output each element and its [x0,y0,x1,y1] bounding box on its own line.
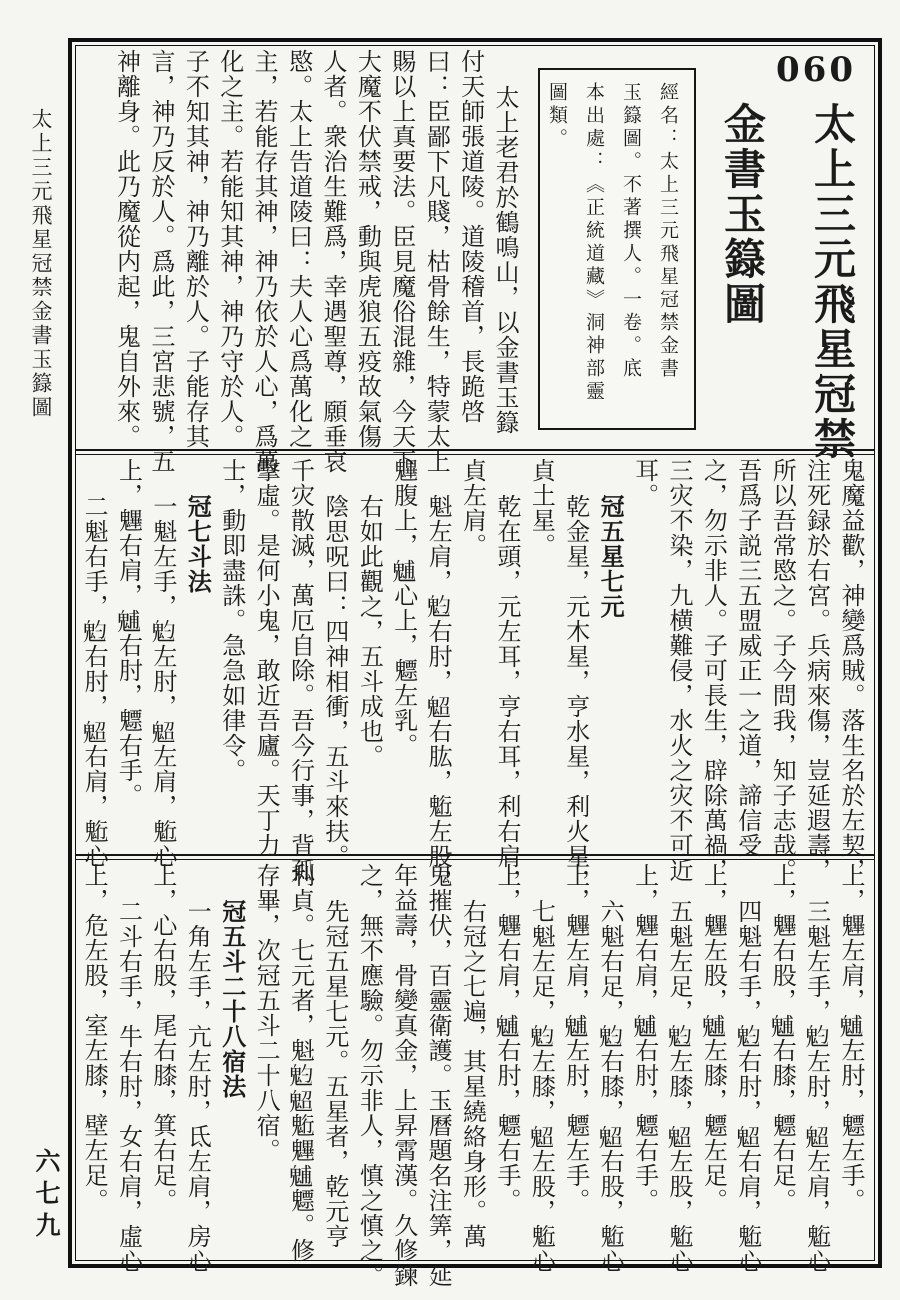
text-column: 之，無不應驗。勿示非人，慎之慎之。 [355,863,384,1288]
bibliographic-info-columns [546,82,686,416]
text-column: 子不知其神，神乃離於人。子能存其 [181,49,210,449]
text-column: 上，魓左肩，𩳐左肘，魒左手。 [837,863,865,1213]
text-column: 四魁右手，𩲃右肘，𩲤右肩，䰢心 [733,899,762,1274]
text-column: 耳。 [630,458,659,508]
info-box-line: 圖類。 [546,82,568,151]
text-column: 上，魓左股，𩳐左膝，魒左足。 [699,863,728,1213]
text-column: 付天師張道陵。道陵稽首，長跪啓 [456,49,485,424]
section-heading: 冠七斗法 [183,494,213,594]
page-frame [68,38,882,1288]
text-area-bottom [80,863,868,1288]
text-column: 大魔不伏禁戒，動與虎狼五疫故氣傷 [353,49,382,449]
bibliographic-info-box [538,68,696,430]
text-column: 上，魓右肩，𩳐右肘，魒右手。 [114,458,143,808]
text-column: 上，魓右肩，𩳐右肘，魒右手。 [492,863,521,1213]
text-column: 上，心右股，尾右膝，箕右足。 [148,863,177,1213]
text-column: 六魁右足，𩲃右膝，𩲤右股，䰢心 [596,899,625,1274]
catalog-number: 060 [776,50,856,90]
text-column: 曰：臣鄙下凡賤，枯骨餘生，特蒙太上 [422,49,451,474]
text-column: 七魁左足，𩲃左膝，𩲤左股，䰢心 [527,899,556,1274]
text-column: 上，魓左肩，𩳐左肘，魒左手。 [561,863,590,1213]
text-column: 太上老君於鶴鳴山，以金書玉籙 [491,85,519,435]
text-column: 上，魓右肩，𩳐右肘，魒右手。 [630,863,659,1213]
text-column: 先冠五星七元。五星者，乾元亨 [320,899,349,1249]
text-column: 右如此觀之，五斗成也。 [355,494,384,769]
section-heading: 冠五斗二十八宿法 [217,899,247,1099]
text-column: 魁左肩，𩲃右肘，𩲤右肱，䰢左股， [424,494,453,894]
text-column: 神離身。此乃魔從内起，鬼自外來。 [112,49,141,449]
info-box-line: 本出處：《正統道藏》洞神部靈 [583,82,605,404]
text-column: 人者。衆治生難爲，幸遇聖尊，願垂哀 [318,49,347,474]
scripture-title-line2: 金書玉籙圖 [718,102,767,327]
text-column: 右冠之七遍，其星繞絡身形。萬 [458,899,487,1249]
text-column: 年益壽，骨變真金，上昇霄漢。久修鍊 [389,863,418,1288]
text-column: 鬼摧伏，百靈衛護。玉曆題名注筭，延 [424,863,453,1288]
text-column: 利貞。七元者，魁𩲃𩲤䰢魓𩳐魒。修 [286,863,315,1263]
text-column: 一魁左手，𩲃左肘，𩲤左肩，䰢心 [148,494,177,869]
text-column: 主，若能存其神，神乃依於人心，爲萬 [250,49,279,474]
folio-number: 六七九 [32,1148,61,1244]
text-area-middle [80,458,868,894]
text-column: 吾爲子説三五盟威正一之道，諦信受 [733,458,762,858]
text-column: 二斗右手，牛右肘，女右肩，虛心 [114,899,143,1274]
info-box-line: 玉籙圖。不著撰人。一卷。底 [620,82,642,381]
register-bottom [76,860,874,1288]
text-column: 存畢，次冠五斗二十八宿。 [252,863,281,1163]
text-column: 賜以上真要法。臣見魔俗混雜，今天下 [387,49,416,474]
text-column: 貞土星。 [527,458,556,558]
text-column: 千灾散滅，萬厄自除。吾今行事，背孤 [286,458,315,883]
text-column: 注死録於右宮。兵病來傷，豈延遐壽， [802,458,831,883]
page-frame-inner [75,45,875,1288]
text-column: 之，勿示非人。子可長生，辟除萬禍， [699,458,728,883]
margin-running-title: 太上三元飛星冠禁金書玉籙圖 [29,108,53,420]
register-middle [76,455,874,894]
text-column: 魓腹上，𩳐心上，魒左乳。 [389,458,418,758]
text-column: 三灾不染，九横難侵，水火之灾不可近 [664,458,693,883]
text-column: 愍。太上告道陵曰：夫人心爲萬化之 [284,49,313,449]
text-column: 貞左肩。 [458,458,487,558]
text-column: 士，動即盡誅。急急如律令。 [217,458,246,783]
text-column: 五魁左足，𩲃左膝，𩲤左股，䰢心 [664,899,693,1274]
text-column: 鬼魔益歡，神變爲賊。落生名於左契， [837,458,865,883]
text-column: 言，神乃反於人。爲此，三宮悲號，五 [146,49,175,474]
info-box-line: 經名：太上三元飛星冠禁金書 [657,82,679,381]
text-column: 上，魓右股，𩳐右膝，魒右足。 [768,863,797,1213]
scripture-title-line1: 太上三元飛星冠禁 [808,102,857,462]
text-column: 擊虛。是何小鬼，敢近吾廬。天丁力 [252,458,281,858]
text-column: 乾在頭，元左耳，亨右耳，利右肩， [492,494,521,894]
register-top [76,46,874,474]
text-area-top [86,49,522,474]
text-column: 陰思呪曰：四神相衝，五斗來扶。 [320,494,349,869]
text-column: 二魁右手，𩲃右肘，𩲤右肩，䰢心 [80,494,109,869]
text-column: 所以吾常愍之。子今問我，知子志哉。 [768,458,797,883]
text-column: 一角左手，亢左肘，氐左肩，房心 [183,899,212,1274]
text-column: 上，危左股，室左膝，壁左足。 [80,863,109,1213]
text-column: 化之主。若能知其神，神乃守於人。 [215,49,244,449]
section-heading: 冠五星七元 [596,494,626,619]
text-column: 三魁左手，𩲃左肘，𩲤左肩，䰢心 [802,899,831,1274]
text-column: 乾金星，元木星，亨水星，利火星， [561,494,590,894]
